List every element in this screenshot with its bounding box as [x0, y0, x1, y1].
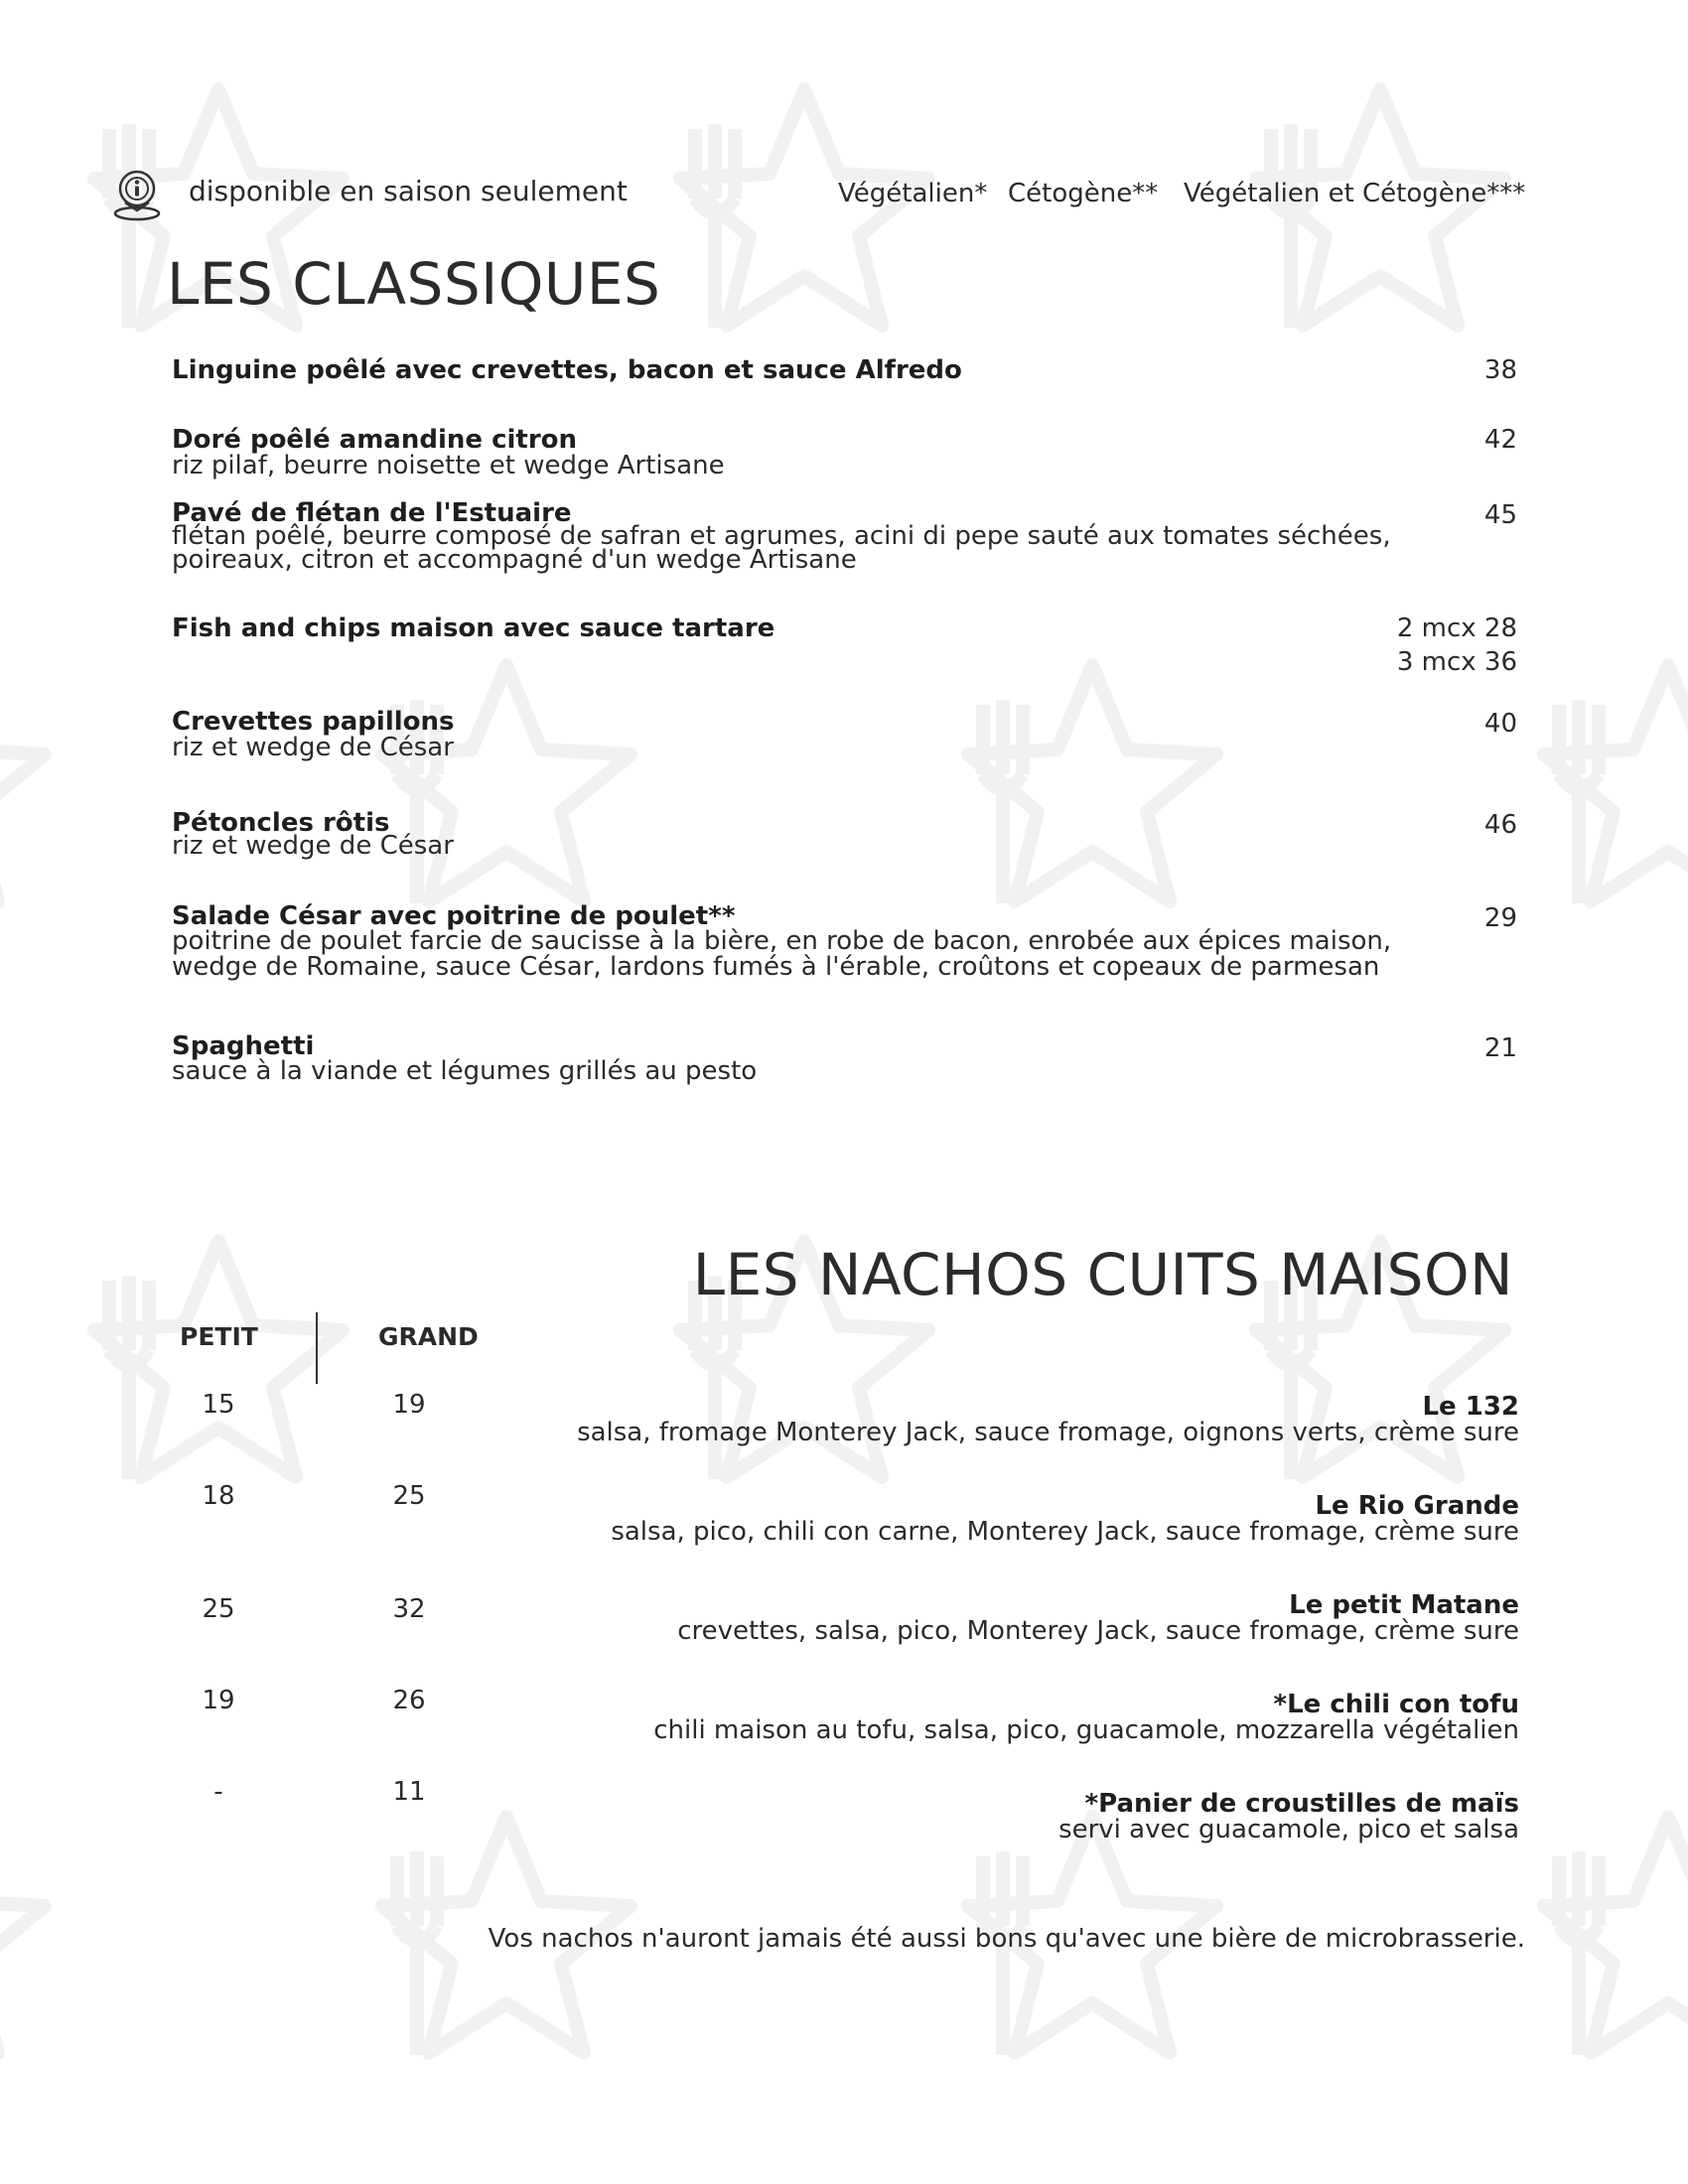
- menu-item-name: Pavé de flétan de l'Estuaire: [172, 498, 572, 528]
- nacho-item-name: Le petit Matane: [1289, 1590, 1519, 1620]
- nacho-item-description: chili maison au tofu, salsa, pico, guacamole, mozzarella végétalien: [653, 1715, 1519, 1745]
- menu-item-name: Salade César avec poitrine de poulet**: [172, 901, 736, 931]
- menu-item-description: riz et wedge de César: [172, 831, 454, 861]
- small-price: 25: [202, 1594, 235, 1624]
- menu-item-description: flétan poêlé, beurre composé de safran et agrumes, acini di pepe sauté aux tomates séchées,: [172, 521, 1391, 551]
- small-price: 15: [202, 1390, 235, 1420]
- nacho-item-name: *Le chili con tofu: [1273, 1690, 1519, 1719]
- nacho-item-description: salsa, pico, chili con carne, Monterey Jack, sauce fromage, crème sure: [611, 1517, 1519, 1547]
- column-divider: [316, 1312, 318, 1384]
- keto-legend: Cétogène**: [1008, 179, 1159, 208]
- vegan-legend: Végétalien*: [838, 179, 988, 208]
- menu-item-price: 46: [1483, 810, 1517, 840]
- section-title-nachos: LES NACHOS CUITS MAISON: [692, 1241, 1513, 1308]
- watermark-logo: [0, 645, 70, 943]
- watermark-logo: [655, 69, 953, 367]
- menu-item-description: riz et wedge de César: [172, 733, 454, 762]
- nacho-item-name: Le 132: [1422, 1392, 1519, 1422]
- column-header-large: GRAND: [378, 1322, 479, 1351]
- watermark-logo: [1231, 69, 1529, 367]
- menu-item-description: sauce à la viande et légumes grillés au pesto: [172, 1056, 758, 1086]
- nacho-item-description: servi avec guacamole, pico et salsa: [1058, 1815, 1519, 1844]
- menu-item-name: Pétoncles rôtis: [172, 808, 390, 838]
- menu-item-description: poireaux, citron et accompagné d'un wedge Artisane: [172, 545, 857, 575]
- column-header-small: PETIT: [180, 1322, 258, 1351]
- seasonal-legend-text: disponible en saison seulement: [189, 175, 628, 207]
- menu-item-price: 40: [1483, 709, 1517, 739]
- menu-item-name: Spaghetti: [172, 1031, 315, 1061]
- small-price: 19: [202, 1686, 235, 1715]
- large-price: 11: [392, 1777, 426, 1807]
- menu-item-name: Crevettes papillons: [172, 707, 455, 737]
- watermark-logo: [70, 1221, 367, 1519]
- small-price: 18: [202, 1481, 235, 1511]
- watermark-logo: [357, 645, 655, 943]
- watermark-logo: [1519, 1797, 1688, 2095]
- nacho-item-description: crevettes, salsa, pico, Monterey Jack, sauce fromage, crème sure: [677, 1616, 1519, 1646]
- menu-item-price: 45: [1483, 500, 1517, 530]
- info-pin-icon: [107, 165, 167, 224]
- menu-item-name: Doré poêlé amandine citron: [172, 425, 578, 455]
- watermark-logo: [0, 1797, 70, 2095]
- menu-item-price: 21: [1483, 1033, 1517, 1063]
- menu-item-description: poitrine de poulet farcie de saucisse à la bière, en robe de bacon, enrobée aux épices maison,: [172, 926, 1392, 956]
- nachos-tagline: Vos nachos n'auront jamais été aussi bons qu'avec une bière de microbrasserie.: [488, 1924, 1525, 1954]
- nacho-item-name: Le Rio Grande: [1315, 1491, 1519, 1521]
- small-price: -: [213, 1777, 223, 1807]
- large-price: 19: [392, 1390, 426, 1420]
- watermark-logo: [1519, 645, 1688, 943]
- menu-item-price: 3 mcx 36: [1396, 647, 1517, 677]
- large-price: 26: [392, 1686, 426, 1715]
- menu-item-description: wedge de Romaine, sauce César, lardons fumés à l'érable, croûtons et copeaux de parmesan: [172, 952, 1380, 982]
- menu-item-price: 42: [1483, 425, 1517, 455]
- section-title-classiques: LES CLASSIQUES: [167, 250, 661, 318]
- menu-item-name: Fish and chips maison avec sauce tartare: [172, 614, 775, 643]
- menu-item-price: 38: [1483, 355, 1517, 385]
- large-price: 25: [392, 1481, 426, 1511]
- nacho-item-name: *Panier de croustilles de maïs: [1084, 1789, 1519, 1819]
- menu-item-price: 29: [1483, 903, 1517, 933]
- menu-item-price: 2 mcx 28: [1396, 614, 1517, 643]
- vegan-keto-legend: Végétalien et Cétogène***: [1184, 179, 1526, 208]
- nacho-item-description: salsa, fromage Monterey Jack, sauce fromage, oignons verts, crème sure: [577, 1418, 1519, 1447]
- large-price: 32: [392, 1594, 426, 1624]
- watermark-logo: [943, 645, 1241, 943]
- menu-item-description: riz pilaf, beurre noisette et wedge Artisane: [172, 451, 725, 480]
- menu-item-name: Linguine poêlé avec crevettes, bacon et sauce Alfredo: [172, 355, 962, 385]
